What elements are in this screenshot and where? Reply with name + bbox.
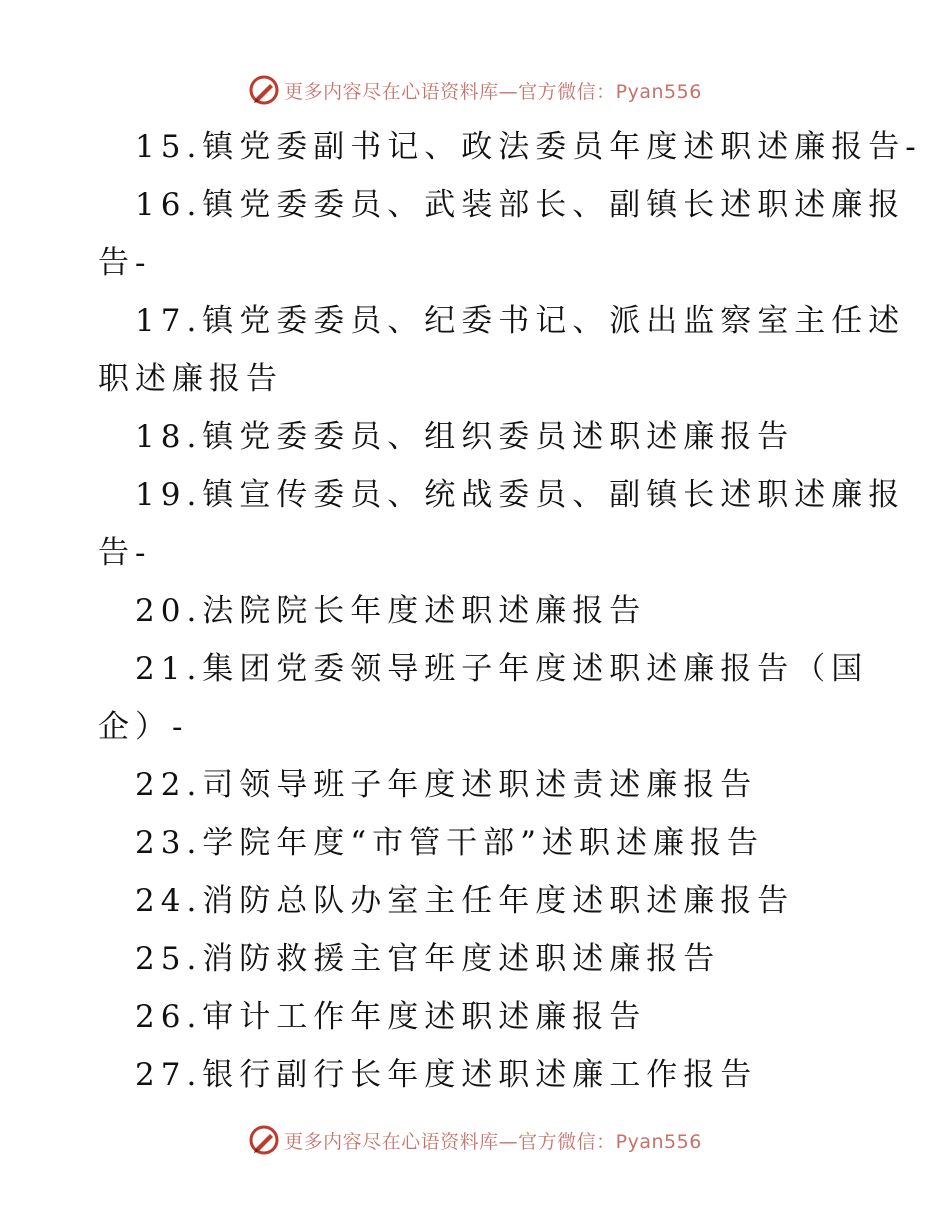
list-item-19: 19.镇宣传委员、统战委员、副镇长述职述廉报 [135, 477, 906, 513]
list-item-18: 18.镇党委委员、组织委员述职述廉报告 [135, 419, 795, 455]
document-body [98, 118, 922, 1104]
footer-banner [0, 1120, 950, 1160]
list-item-22: 22.司领导班子年度述职述责述廉报告 [135, 767, 758, 803]
list-item-25: 25.消防救援主官年度述职述廉报告 [135, 941, 721, 977]
pen-logo-icon [248, 74, 280, 106]
list-item-21: 21.集团党委领导班子年度述职述廉报告（国 [135, 651, 869, 687]
list-item-24: 24.消防总队办室主任年度述职述廉报告 [135, 883, 795, 919]
list-item-15: 15.镇党委副书记、政法委员年度述职述廉报告- [135, 129, 922, 165]
list-item-16-continuation: 告- [98, 245, 152, 281]
list-item-27: 27.银行副行长年度述职述廉工作报告 [135, 1057, 758, 1093]
header-banner-text: 更多内容尽在心语资料库—官方微信：Pyan556 [284, 80, 702, 103]
list-item-16: 16.镇党委委员、武装部长、副镇长述职述廉报 [135, 187, 906, 223]
pen-logo-icon [248, 1124, 280, 1156]
list-item-17: 17.镇党委委员、纪委书记、派出监察室主任述 [135, 303, 906, 339]
list-item-23: 23.学院年度“市管干部”述职述廉报告 [135, 825, 764, 861]
list-item-17-continuation: 职述廉报告 [98, 361, 283, 397]
list-item-26: 26.审计工作年度述职述廉报告 [135, 999, 647, 1035]
header-banner [0, 70, 950, 110]
list-item-21-continuation: 企）- [98, 709, 189, 745]
footer-banner-text: 更多内容尽在心语资料库—官方微信：Pyan556 [284, 1130, 702, 1153]
list-item-20: 20.法院院长年度述职述廉报告 [135, 593, 647, 629]
list-item-19-continuation: 告- [98, 535, 152, 571]
